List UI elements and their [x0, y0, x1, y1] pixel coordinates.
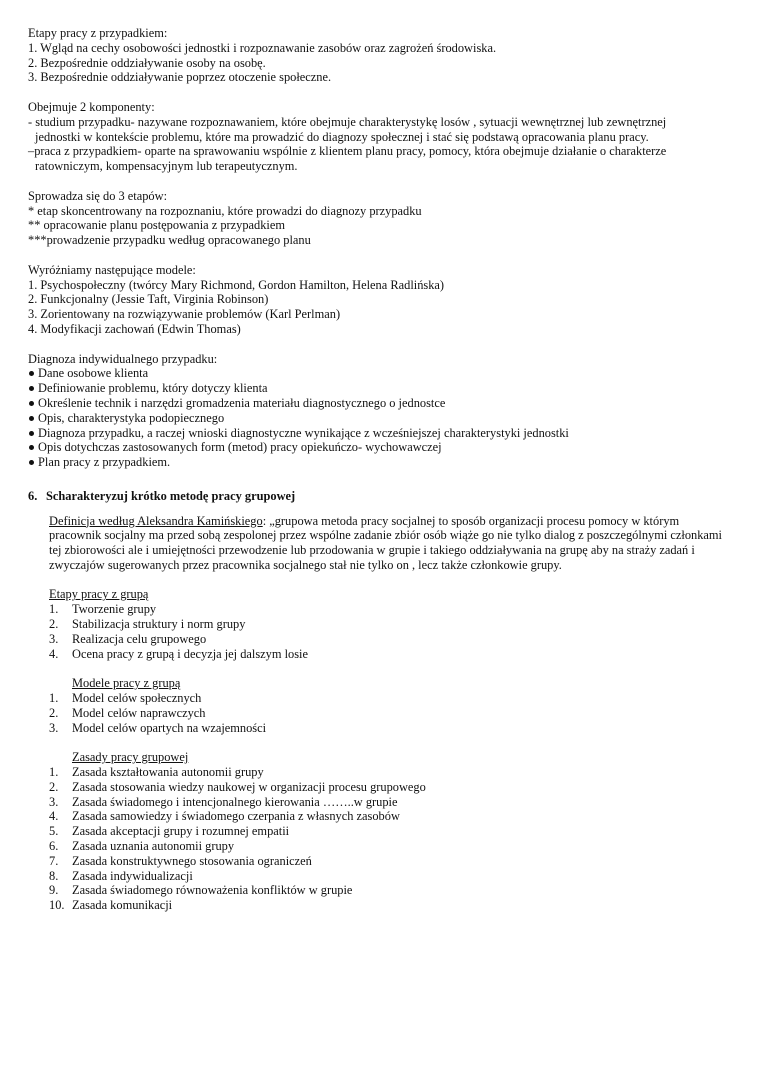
list-item	[28, 898, 728, 913]
diagnoza-item	[28, 396, 728, 411]
list-number: 2.	[49, 617, 59, 632]
zasady-title: Zasady pracy grupowej	[72, 750, 189, 765]
list-item	[28, 854, 728, 869]
list-item	[28, 647, 728, 662]
bullet-icon	[29, 460, 34, 465]
list-text: Ocena pracy z grupą i decyzja jej dalszym losie	[72, 646, 309, 661]
etapy-title: Etapy pracy z przypadkiem:	[28, 26, 168, 40]
list-text: Tworzenie grupy	[72, 602, 157, 617]
definition-paragraph	[28, 514, 728, 573]
list-item	[28, 809, 728, 824]
list-number: 3.	[49, 720, 59, 735]
modele-item: 4. Modyfikacji zachowań (Edwin Thomas)	[28, 321, 241, 336]
list-text: Zasada samowiedzy i świadomego czerpania z własnych zasobów	[72, 809, 400, 824]
list-text: Zasada świadomego równoważenia konfliktów w grupie	[72, 883, 353, 898]
spacer	[28, 174, 728, 189]
list-item	[28, 706, 728, 721]
komponenty-line: jednostki w kontekście problemu, które ma prowadzić do diagnozy społecznej i stać się podstawą opracowania planu pracy.	[35, 129, 649, 144]
list-text: Zasada kształtowania autonomii grupy	[72, 765, 264, 780]
etapy-item: 3. Bezpośrednie oddziaływanie poprzez otoczenie społeczne.	[28, 70, 332, 85]
list-text: Zasada świadomego i intencjonalnego kierowania ……..w grupie	[72, 794, 398, 809]
bullet-icon	[29, 416, 34, 421]
spacer	[28, 573, 728, 588]
bullet-icon	[29, 401, 34, 406]
bullet-icon	[29, 386, 34, 391]
list-item	[28, 824, 728, 839]
list-item	[28, 780, 728, 795]
etapy-item: 1. Wgląd na cechy osobowości jednostki i rozpoznawanie zasobów oraz zagrożeń środowiska.	[28, 40, 497, 55]
diagnoza-item	[28, 440, 728, 455]
list-text: Zasada komunikacji	[72, 898, 173, 913]
modele-item: 2. Funkcjonalny (Jessie Taft, Virginia Robinson)	[28, 292, 269, 307]
list-number: 2.	[49, 705, 59, 720]
diagnoza-item-text: Diagnoza przypadku, a raczej wnioski diagnostyczne wynikające z wcześniejszej charakterystyki jednostki	[38, 425, 569, 440]
list-item	[28, 721, 728, 736]
diagnoza-item-text: Dane osobowe klienta	[38, 366, 149, 381]
list-number: 1.	[49, 691, 59, 706]
list-number: 3.	[49, 794, 59, 809]
list-item	[28, 765, 728, 780]
spacer	[28, 735, 728, 750]
definition-text: : „grupowa metoda pracy socjalnej to sposób organizacji procesu pomocy w którym pracownik socjalny ma przed sobą zespolonej przez wspólne zadanie zbiór osób wiąże go nie tylko dialog z poszczególnymi członkami tej zbiorowości ale i umiejętności przewodzenie lub przodowania w grupie i takiego oddziaływania na grupę aby na straży zadań i zwyczajów sugerowanych przez pracownika socjalnego stał nie tylko on , lecz także członkowie grupy.	[49, 513, 722, 572]
list-number: 3.	[49, 631, 59, 646]
spacer	[28, 337, 728, 352]
list-text: Zasada indywidualizacji	[72, 868, 193, 883]
komponenty-line: - studium przypadku- nazywane rozpoznawaniem, które obejmuje charakterystykę losów , sytuacji wewnętrznej lub zewnętrznej	[28, 114, 667, 129]
list-text: Zasada uznania autonomii grupy	[72, 839, 235, 854]
list-item	[28, 795, 728, 810]
list-item	[28, 632, 728, 647]
list-number: 9.	[49, 883, 59, 898]
etapy3-title: Sprowadza się do 3 etapów:	[28, 188, 168, 203]
list-text: Model celów opartych na wzajemności	[72, 720, 267, 735]
bullet-icon	[29, 445, 34, 450]
etapy3-item: ***prowadzenie przypadku według opracowanego planu	[28, 233, 311, 248]
list-number: 5.	[49, 824, 59, 839]
list-number: 2.	[49, 779, 59, 794]
definition-label: Definicja według Aleksandra Kamińskiego	[49, 513, 263, 528]
list-text: Stabilizacja struktury i norm grupy	[72, 617, 246, 632]
diagnoza-item	[28, 366, 728, 381]
list-item	[28, 883, 728, 898]
list-number: 6.	[49, 839, 59, 854]
komponenty-title: Obejmuje 2 komponenty:	[28, 99, 155, 114]
diagnoza-item-text: Definiowanie problemu, który dotyczy klienta	[38, 381, 268, 396]
modele-item: 1. Psychospołeczny (twórcy Mary Richmond, Gordon Hamilton, Helena Radlińska)	[28, 277, 445, 292]
list-item	[28, 691, 728, 706]
etapy3-item: * etap skoncentrowany na rozpoznaniu, które prowadzi do diagnozy przypadku	[28, 203, 422, 218]
list-item	[28, 617, 728, 632]
list-number: 1.	[49, 765, 59, 780]
modele-title: Wyróżniamy następujące modele:	[28, 262, 196, 277]
list-item	[28, 602, 728, 617]
diagnoza-item	[28, 411, 728, 426]
diagnoza-item	[28, 455, 728, 470]
list-text: Zasada konstruktywnego stosowania ograniczeń	[72, 853, 312, 868]
section-heading	[28, 489, 728, 504]
list-number: 7.	[49, 853, 59, 868]
spacer	[28, 470, 728, 485]
diagnoza-item	[28, 381, 728, 396]
list-text: Realizacja celu grupowego	[72, 631, 207, 646]
diagnoza-title: Diagnoza indywidualnego przypadku:	[28, 351, 218, 366]
list-number: 4.	[49, 809, 59, 824]
list-number: 8.	[49, 868, 59, 883]
spacer	[28, 248, 728, 263]
bullet-icon	[29, 431, 34, 436]
diagnoza-list	[28, 366, 728, 470]
section-title: Scharakteryzuj krótko metodę pracy grupowej	[46, 488, 296, 503]
list-item	[28, 869, 728, 884]
komponenty-line: ratowniczym, kompensacyjnym lub terapeutycznym.	[35, 159, 298, 174]
list-item	[28, 839, 728, 854]
etapy3-item: ** opracowanie planu postępowania z przypadkiem	[28, 218, 286, 233]
list-text: Zasada akceptacji grupy i rozumnej empatii	[72, 824, 290, 839]
diagnoza-item-text: Opis dotychczas zastosowanych form (metod) pracy opiekuńczo- wychowawczej	[38, 440, 442, 455]
list-text: Model celów społecznych	[72, 691, 202, 706]
modele-grupa-title: Modele pracy z grupą	[72, 676, 181, 691]
diagnoza-item	[28, 426, 728, 441]
section-number: 6.	[28, 488, 38, 503]
bullet-icon	[29, 371, 34, 376]
diagnoza-item-text: Opis, charakterystyka podopiecznego	[38, 410, 225, 425]
etapy-grupa-list	[28, 602, 728, 661]
list-text: Model celów naprawczych	[72, 705, 206, 720]
zasady-list	[28, 765, 728, 913]
etapy-item: 2. Bezpośrednie oddziaływanie osoby na osobę.	[28, 55, 266, 70]
document-page	[28, 26, 728, 913]
diagnoza-item-text: Określenie technik i narzędzi gromadzenia materiału diagnostycznego o jednostce	[38, 395, 446, 410]
komponenty-line: –praca z przypadkiem- oparte na sprawowaniu wspólnie z klientem planu pracy, pomocy, która obejmuje działanie o charakterze	[28, 144, 667, 159]
list-number: 4.	[49, 646, 59, 661]
modele-grupa-list	[28, 691, 728, 735]
diagnoza-item-text: Plan pracy z przypadkiem.	[38, 455, 171, 470]
list-text: Zasada stosowania wiedzy naukowej w organizacji procesu grupowego	[72, 779, 426, 794]
list-number: 1.	[49, 602, 59, 617]
list-number: 10.	[49, 898, 65, 913]
spacer	[28, 85, 728, 100]
spacer	[28, 661, 728, 676]
etapy-grupa-title: Etapy pracy z grupą	[49, 587, 149, 602]
modele-item: 3. Zorientowany na rozwiązywanie problemów (Karl Perlman)	[28, 307, 341, 322]
